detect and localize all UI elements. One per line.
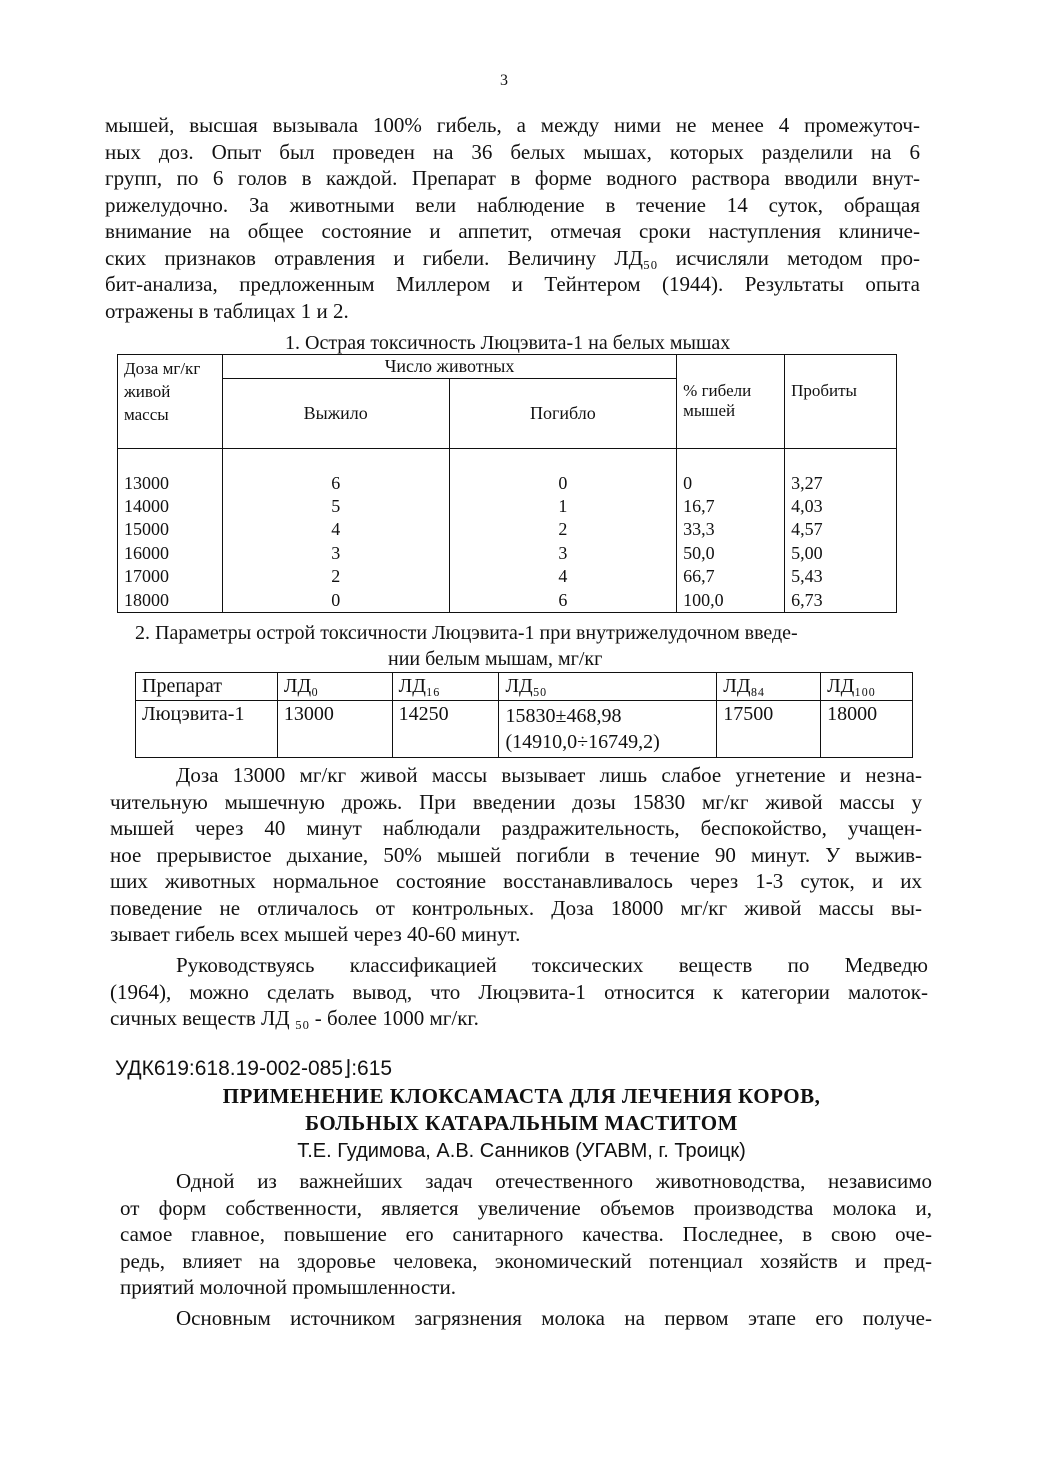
table2-caption-line1: 2. Параметры острой токсичности Люцэвита-1 при внутрижелудочном введе- [135, 622, 798, 644]
text-line: приятий молочной промышленности. [120, 1275, 456, 1299]
survived-header: Выжило [222, 379, 449, 449]
table-cell: 13000 [277, 701, 392, 758]
probits-column: 3,27 4,03 4,57 5,00 5,43 6,73 [785, 449, 897, 613]
page-number: 3 [500, 72, 508, 89]
col-header: ЛД₀ [277, 673, 392, 701]
text-line: ных доз. Опыт был проведен на 36 белых мышах, которых разделили на 6 [105, 139, 920, 164]
text-line: внимание на общее состояние и аппетит, отмечая сроки наступления клиниче- [105, 219, 920, 243]
text-line: рижелудочно. За животными вели наблюдение в течение 14 суток, обращая [105, 192, 920, 217]
results-paragraph [110, 762, 922, 948]
text-line: бит-анализа, предложенным Миллером и Тейнтером (1944). Результаты опыта [105, 272, 920, 296]
col-header: ЛД₅₀ [499, 673, 717, 701]
table-cell: 17500 [717, 701, 821, 758]
animals-header: Число животных [222, 355, 676, 379]
dose-column: 13000 14000 15000 16000 17000 18000 [118, 449, 223, 613]
conclusion-paragraph [110, 952, 928, 1032]
dose-header: Доза мг/кг живой массы [118, 355, 223, 449]
text-line: мышей, высшая вызывала 100% гибель, а между ними не менее 4 промежуточ- [105, 113, 920, 137]
text-line: редь, влияет на здоровье человека, экономический потенциал хозяйств и пред- [120, 1248, 932, 1273]
probits-header: Пробиты [785, 355, 897, 449]
text-line: сичных веществ ЛД ₅₀ - более 1000 мг/кг. [110, 1006, 479, 1030]
percent-column: 0 16,7 33,3 50,0 66,7 100,0 [677, 449, 785, 613]
col-header: ЛД₁₆ [392, 673, 499, 701]
text-line: Руководствуясь классификацией токсических веществ по Медведю [176, 953, 928, 977]
text-line: отражены в таблицах 1 и 2. [105, 298, 349, 323]
table-cell: 14250 [392, 701, 499, 758]
text-line: зывает гибель всех мышей через 40-60 минут. [110, 922, 521, 946]
text-line: мышей через 40 минут наблюдали раздражительность, беспокойство, учащен- [110, 816, 922, 840]
text-line: (1964), можно сделать вывод, что Люцэвита-1 относится к категории малоток- [110, 979, 928, 1004]
text-line: поведение не отличалось от контрольных. Доза 18000 мг/кг живой массы вы- [110, 895, 922, 920]
final-paragraph [120, 1305, 932, 1332]
parameters-table [135, 672, 913, 758]
table-cell: Люцэвита-1 [136, 701, 278, 758]
udc-code: УДК619:618.19-002-085⌋:615 [115, 1057, 393, 1080]
text-line: ских признаков отравления и гибели. Величину ЛД₅₀ исчисляли методом про- [105, 245, 920, 270]
article-title-line1: ПРИМЕНЕНИЕ КЛОКСАМАСТА ДЛЯ ЛЕЧЕНИЯ КОРОВ, [222, 1084, 821, 1108]
col-header: ЛД₁₀₀ [821, 673, 913, 701]
table1-caption: 1. Острая токсичность Люцэвита-1 на белых мышах [285, 332, 731, 354]
text-line: самое главное, повышение его санитарного качества. Последнее, в свою оче- [120, 1222, 932, 1246]
intro-paragraph-article [120, 1168, 932, 1301]
survived-column: 6 5 4 3 2 0 [222, 449, 449, 613]
died-header: Погибло [449, 379, 677, 449]
text-line: ное прерывистое дыхание, 50% мышей погибли в течение 90 минут. У выжив- [110, 842, 922, 867]
table2-caption-line2: нии белым мышам, мг/кг [388, 648, 603, 670]
table-cell: 18000 [821, 701, 913, 758]
intro-paragraph [105, 112, 920, 324]
text-line: групп, по 6 голов в каждой. Препарат в форме водного раствора вводили внут- [105, 166, 920, 190]
col-header: Препарат [136, 673, 278, 701]
article-title-line2: БОЛЬНЫХ КАТАРАЛЬНЫМ МАСТИТОМ [305, 1111, 738, 1135]
text-line: от форм собственности, является увеличение объемов производства молока и, [120, 1195, 932, 1220]
toxicity-table [117, 354, 897, 613]
text-line: Одной из важнейших задач отечественного животноводства, независимо [176, 1169, 932, 1193]
died-column: 0 1 2 3 4 6 [449, 449, 677, 613]
percent-header: % гибели мышей [677, 355, 785, 449]
authors: Т.Е. Гудимова, А.В. Санников (УГАВМ, г. Троицк) [297, 1140, 746, 1162]
text-line: ших животных нормальное состояние восстанавливалось через 1-3 суток, и их [110, 869, 922, 893]
col-header: ЛД₈₄ [717, 673, 821, 701]
text-line: Доза 13000 мг/кг живой массы вызывает лишь слабое угнетение и незна- [176, 763, 922, 787]
text-line: Основным источником загрязнения молока на первом этапе его получе- [176, 1306, 932, 1330]
text-line: чительную мышечную дрожь. При введении дозы 15830 мг/кг живой массы у [110, 789, 922, 814]
table-cell: 15830±468,98 (14910,0÷16749,2) [499, 701, 717, 758]
